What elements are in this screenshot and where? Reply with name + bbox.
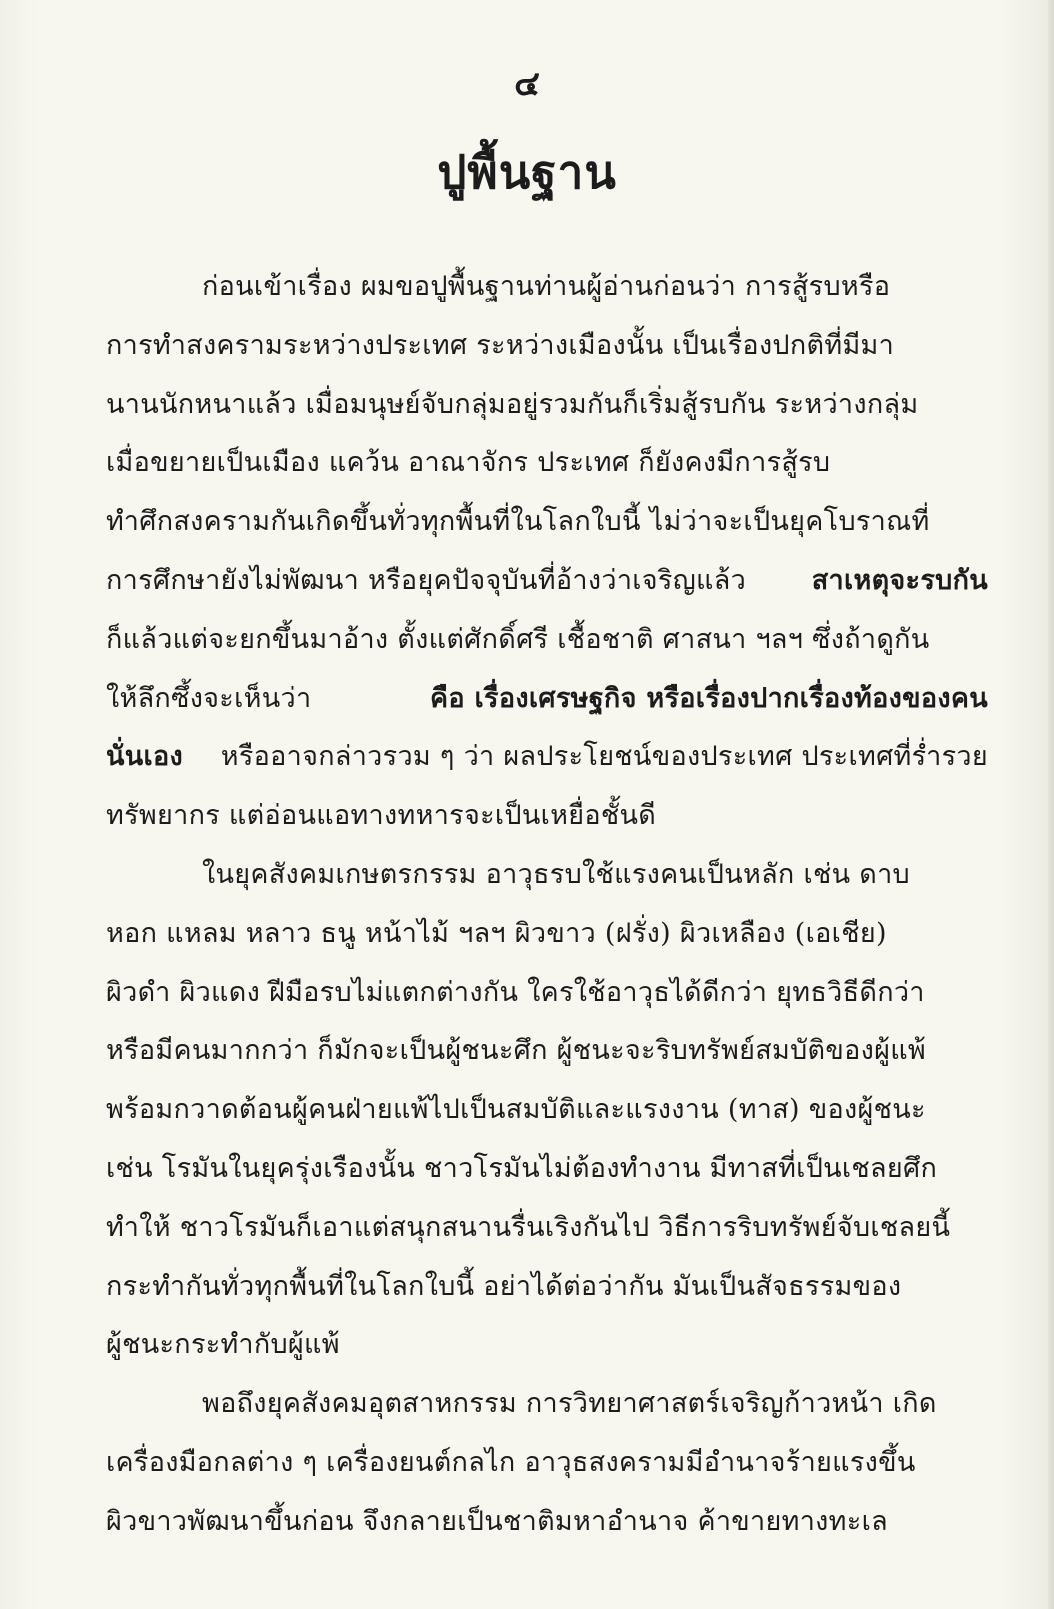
text-line — [106, 611, 988, 670]
line-text: พร้อมกวาดต้อนผู้คนฝ่ายแพ้ไปเป็นสมบัติและแรงงาน (ทาส) ของผู้ชนะ — [106, 1094, 926, 1126]
line-text: ทำศึกสงครามกันเกิดขึ้นทั่วทุกพื้นที่ในโลกใบนี้ ไม่ว่าจะเป็นยุคโบราณที่ — [106, 506, 930, 538]
text-line — [106, 376, 988, 435]
line-text: การศึกษายังไม่พัฒนา หรือยุคปัจจุบันที่อ้างว่าเจริญแล้ว — [106, 564, 747, 596]
line-text: ให้ลึกซึ้งจะเห็นว่า — [106, 682, 312, 714]
text-line — [106, 1434, 988, 1493]
bold-phrase: นั่นเอง — [106, 741, 184, 773]
text-line — [106, 846, 988, 905]
line-text: เช่น โรมันในยุครุ่งเรืองนั้น ชาวโรมันไม่ต้องทำงาน มีทาสที่เป็นเชลยศึก — [106, 1152, 938, 1184]
bold-phrase: คือ เรื่องเศรษฐกิจ หรือเรื่องปากเรื่องท้องของคน — [429, 682, 988, 714]
line-text: หอก แหลม หลาว ธนู หน้าไม้ ฯลฯ ผิวขาว (ฝรั่ง) ผิวเหลือง (เอเชีย) — [106, 917, 887, 949]
text-line — [106, 258, 988, 317]
text-line — [106, 1140, 988, 1199]
text-line — [106, 1493, 988, 1552]
text-line — [106, 1375, 988, 1434]
line-text: กระทำกันทั่วทุกพื้นที่ในโลกใบนี้ อย่าได้ต่อว่ากัน มันเป็นสัจธรรมของ — [106, 1270, 902, 1302]
line-text: ผู้ชนะกระทำกับผู้แพ้ — [106, 1329, 340, 1361]
page-number: ๔ — [514, 64, 540, 104]
line-text: หรือมีคนมากกว่า ก็มักจะเป็นผู้ชนะศึก ผู้ชนะจะริบทรัพย์สมบัติของผู้แพ้ — [106, 1035, 927, 1067]
body-text — [106, 258, 988, 1552]
text-line — [106, 964, 988, 1023]
text-line — [106, 1022, 988, 1081]
text-line — [106, 1199, 988, 1258]
line-text: นานนักหนาแล้ว เมื่อมนุษย์จับกลุ่มอยู่รวมกันก็เริ่มสู้รบกัน ระหว่างกลุ่ม — [106, 388, 919, 420]
page-edge — [1048, 0, 1054, 1609]
text-line — [106, 728, 988, 787]
line-text: พอถึงยุคสังคมอุตสาหกรรม การวิทยาศาสตร์เจริญก้าวหน้า เกิด — [202, 1388, 937, 1420]
line-text: เครื่องมือกลต่าง ๆ เครื่องยนต์กลไก อาวุธสงครามมีอำนาจร้ายแรงขึ้น — [106, 1446, 916, 1478]
text-line — [106, 493, 988, 552]
text-line — [106, 787, 988, 846]
bold-phrase: สาเหตุจะรบกัน — [811, 564, 988, 596]
text-line — [106, 905, 988, 964]
line-text: ก่อนเข้าเรื่อง ผมขอปูพื้นฐานท่านผู้อ่านก่อนว่า การสู้รบหรือ — [202, 271, 891, 302]
line-text: ผิวดำ ผิวแดง ฝีมือรบไม่แตกต่างกัน ใครใช้อาวุธได้ดีกว่า ยุทธวิธีดีกว่า — [106, 976, 925, 1008]
line-text: หรืออาจกล่าวรวม ๆ ว่า ผลประโยชน์ของประเทศ ประเทศที่ร่ำรวย — [220, 741, 988, 773]
text-line — [106, 317, 988, 376]
text-line — [106, 670, 988, 729]
text-line — [106, 552, 988, 611]
line-text: การทำสงครามระหว่างประเทศ ระหว่างเมืองนั้น เป็นเรื่องปกติที่มีมา — [106, 329, 895, 361]
line-text: เมื่อขยายเป็นเมือง แคว้น อาณาจักร ประเทศ ก็ยังคงมีการสู้รบ — [106, 447, 831, 479]
text-line — [106, 1081, 988, 1140]
line-text: ทรัพยากร แต่อ่อนแอทางทหารจะเป็นเหยื่อชั้นดี — [106, 800, 657, 832]
line-text: ก็แล้วแต่จะยกขึ้นมาอ้าง ตั้งแต่ศักดิ์ศรี เชื้อชาติ ศาสนา ฯลฯ ซึ่งถ้าดูกัน — [106, 623, 930, 655]
line-text: ผิวขาวพัฒนาขึ้นก่อน จึงกลายเป็นชาติมหาอำนาจ ค้าขายทางทะเล — [106, 1505, 888, 1537]
line-text: ในยุคสังคมเกษตรกรรม อาวุธรบใช้แรงคนเป็นหลัก เช่น ดาบ — [202, 858, 910, 890]
text-line — [106, 434, 988, 493]
text-line — [106, 1316, 988, 1375]
text-line — [106, 1258, 988, 1317]
line-text: ทำให้ ชาวโรมันก็เอาแต่สนุกสนานรื่นเริงกันไป วิธีการริบทรัพย์จับเชลยนี้ — [106, 1211, 951, 1243]
page-title: ปูพื้นฐาน — [437, 145, 617, 199]
